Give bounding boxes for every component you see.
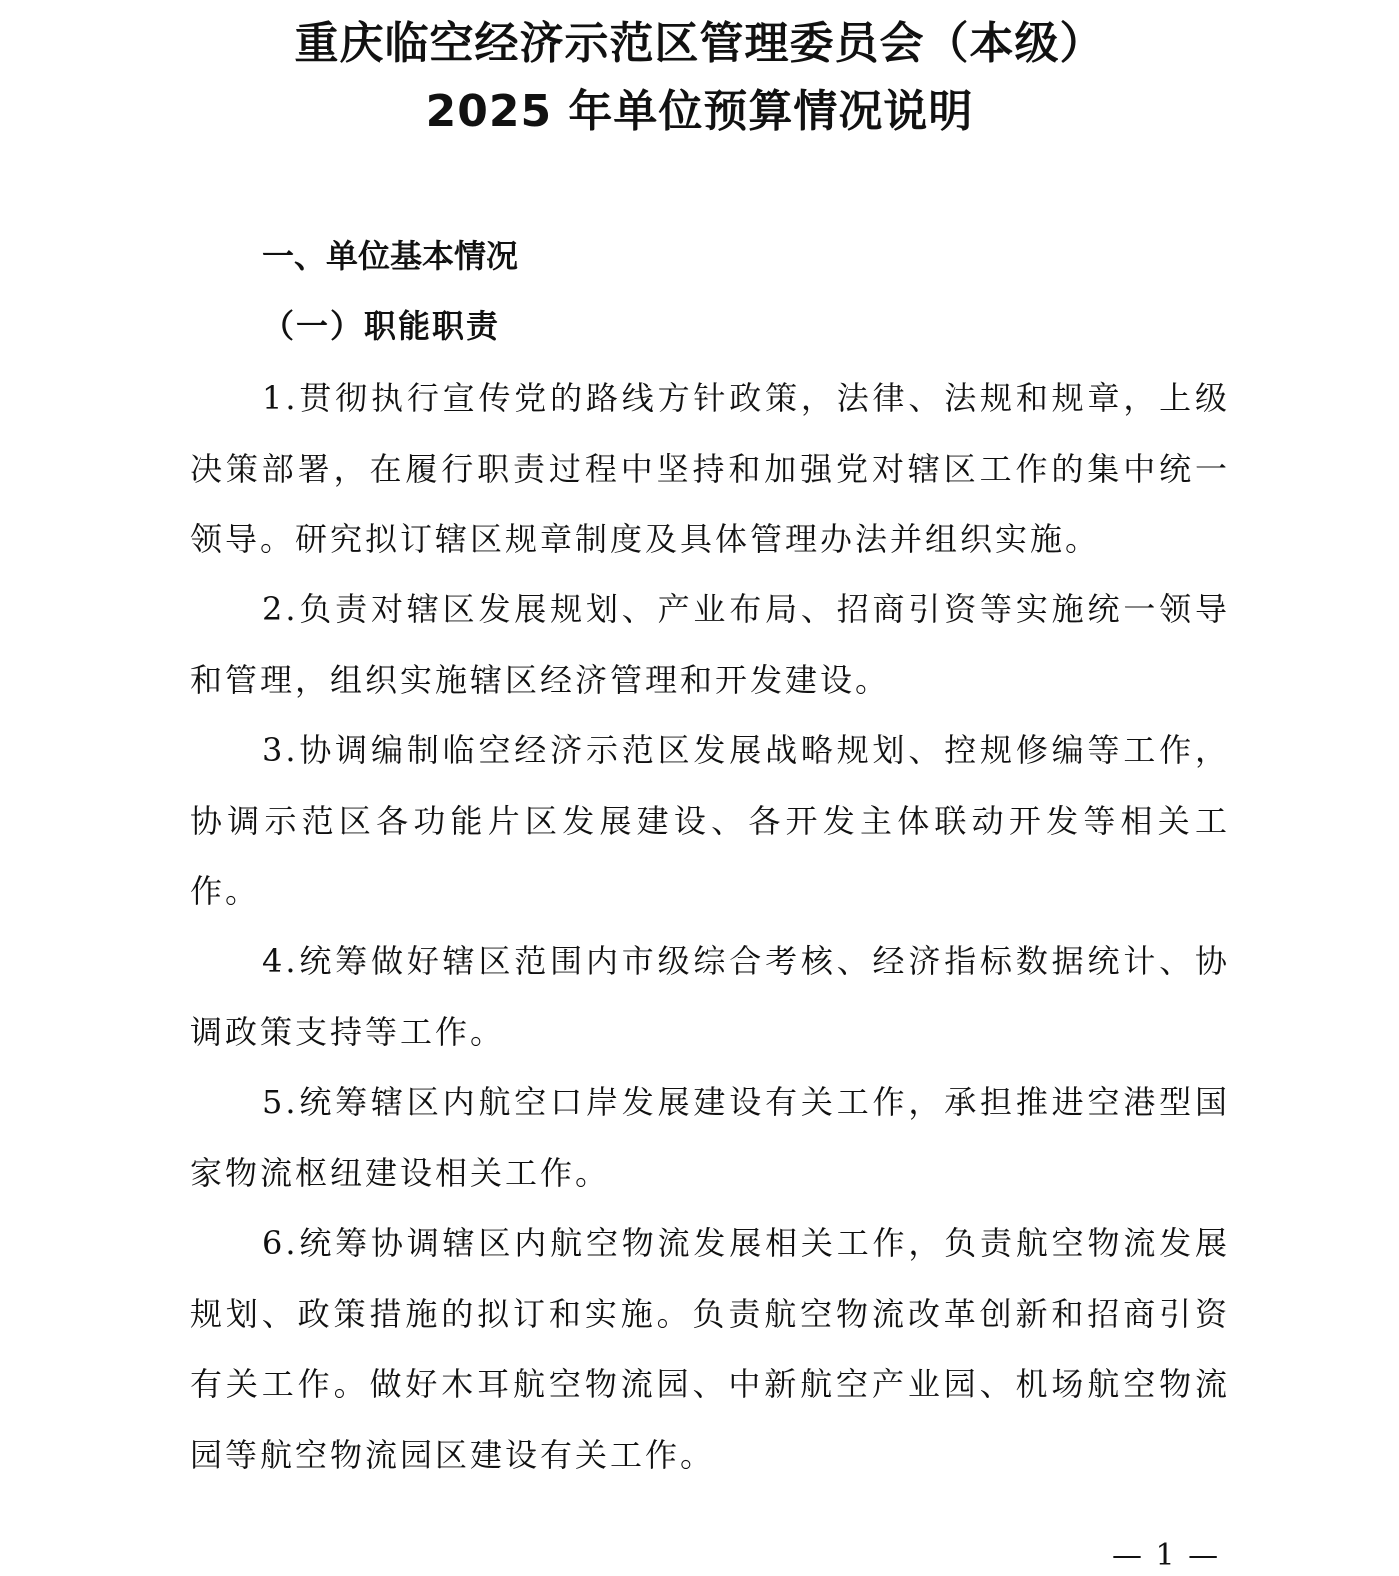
section-heading-basic-info: 一、单位基本情况 — [262, 237, 519, 275]
duty-paragraph-6: 6.统筹协调辖区内航空物流发展相关工作，负责航空物流发展规划、政策措施的拟订和实施。负责航空物流改革创新和招商引资有关工作。做好木耳航空物流园、中新航空产业园、机场航空物流园等航空物流园区建设有关工作。 — [190, 1224, 1230, 1474]
subsection-heading-duties: （一）职能职责 — [262, 307, 501, 345]
duty-paragraph-4: 4.统筹做好辖区范围内市级综合考核、经济指标数据统计、协调政策支持等工作。 — [190, 942, 1230, 1051]
duty-paragraph-5: 5.统筹辖区内航空口岸发展建设有关工作，承担推进空港型国家物流枢纽建设相关工作。 — [190, 1083, 1230, 1192]
document-title-line1: 重庆临空经济示范区管理委员会（本级） — [294, 18, 1105, 69]
duty-paragraph-1: 1.贯彻执行宣传党的路线方针政策，法律、法规和规章，上级决策部署，在履行职责过程中坚持和加强党对辖区工作的集中统一领导。研究拟订辖区规章制度及具体管理办法并组织实施。 — [190, 379, 1230, 558]
document-title-line2: 2025 年单位预算情况说明 — [425, 86, 974, 137]
page-number: — 1 — — [1112, 1538, 1221, 1573]
duty-paragraph-3: 3.协调编制临空经济示范区发展战略规划、控规修编等工作，协调示范区各功能片区发展建设、各开发主体联动开发等相关工作。 — [190, 731, 1230, 910]
duty-paragraph-2: 2.负责对辖区发展规划、产业布局、招商引资等实施统一领导和管理，组织实施辖区经济管理和开发建设。 — [190, 590, 1230, 699]
